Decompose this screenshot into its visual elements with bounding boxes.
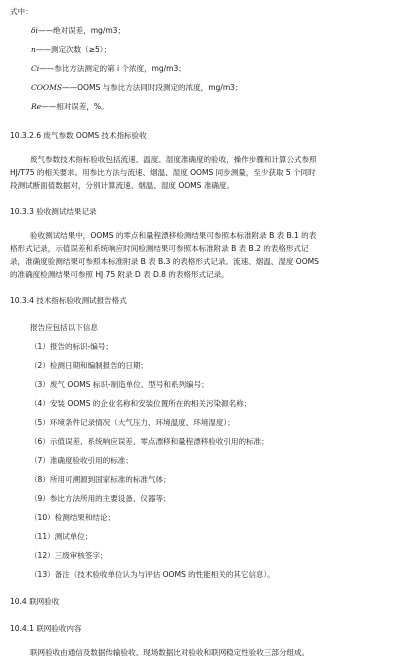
definition-item [10, 40, 397, 59]
list-item: （12）三级审核签字； [30, 551, 108, 560]
symbol: δi [31, 26, 38, 35]
paragraph-line: HJ/T75 的相关要求。用参比方法与流速、烟温、湿度 OOMS 同步测量，至少获取 5 个同时 [10, 168, 316, 177]
definition-text: ——OOMS 与参比方法同时段测定的浓度，mg/m3； [62, 83, 243, 92]
section-heading-10-4: 10.4 联网验收 [10, 597, 60, 606]
definition-text: ——绝对误差，mg/m3； [37, 26, 126, 35]
paragraph-line: 录，准确度验测结果可参照本标准附录 B 表 B.3 的表格形式记录。流速、烟温、湿度 OOMS [10, 257, 319, 266]
list-item: （6）示值误差、系统响应误差、零点漂移和量程漂移验收引用的标准； [30, 437, 269, 446]
list-item: （11）测试单位； [30, 532, 93, 541]
report-intro: 报告应包括以下信息 [30, 323, 98, 332]
definition-item [10, 97, 397, 116]
definition-item [10, 78, 397, 97]
list-item: （10）检测结果和结论； [30, 513, 115, 522]
definition-text: ——测定次数（≥5）； [35, 45, 112, 54]
section-heading-10-3-2-6: 10.3.2.6 废气参数 OOMS 技术指标验收 [10, 131, 147, 140]
list-item: （9）参比方法所用的主要设备、仪器等； [30, 494, 171, 503]
definition-text: ——参比方法测定的第 i 个浓度，mg/m3； [39, 64, 186, 73]
list-item: （7）准确度验收引用的标准； [30, 456, 133, 465]
paragraph-line: 废气参数技术指标验收包括流速、温度、湿度准确度的验收，操作步骤和计算公式参照 [30, 155, 317, 164]
definition-list [10, 21, 397, 116]
report-item-list [10, 337, 397, 584]
definition-item [10, 21, 397, 40]
section-heading-10-4-1: 10.4.1 联网验收内容 [10, 624, 82, 633]
paragraph-line: 格形式记录，示值误差和系统响应时间检测结果可参照本标准附录 B 表 B.2 的表格形式记 [10, 244, 309, 253]
symbol: Ci [31, 64, 40, 73]
list-item: （3）废气 OOMS 标识-制造单位、型号和系列编号； [30, 380, 209, 389]
paragraph-line: 段测试断面值数据对，分别计算流速、烟温、湿度 OOMS 准确度。 [10, 181, 234, 190]
paragraph-line: 联网验收由通信及数据传输验收、现场数据比对验收和联网稳定性验收三部分组成。 [30, 648, 310, 657]
list-item: （2）检测日期和编制报告的日期； [30, 361, 148, 370]
section-heading-10-3-4: 10.3.4 技术指标验收测试报告格式 [10, 296, 127, 305]
list-item: （8）所用可溯源到国家标准的标准气体； [30, 475, 171, 484]
list-item: （13）备注（技术验收单位认为与评估 OOMS 的性能相关的其它信息）。 [30, 570, 275, 579]
definition-item [10, 59, 397, 78]
definition-text: ——相对误差，%。 [41, 102, 109, 111]
paragraph-line: 的准确度检测结果可参照 HJ 75 附录 D 表 D.8 的表格形式记录。 [10, 270, 229, 279]
defs-intro: 式中： [10, 7, 33, 16]
symbol: n [31, 45, 36, 54]
symbol: COOMS [31, 83, 62, 92]
list-item: （5）环境条件记录情况（大气压力、环境温度、环境湿度）； [30, 418, 235, 427]
symbol: Re [31, 102, 42, 111]
paragraph-line: 验收测试结果中，OOMS 的零点和量程漂移检测结果可参照本标准附录 B 表 B.1 的表 [30, 231, 317, 240]
section-heading-10-3-3: 10.3.3 验收测试结果记录 [10, 207, 97, 216]
list-item: （4）安装 OOMS 的企业名称和安装位置所在的相关污染源名称； [30, 399, 252, 408]
list-item: （1）报告的标识-编号； [30, 342, 113, 351]
